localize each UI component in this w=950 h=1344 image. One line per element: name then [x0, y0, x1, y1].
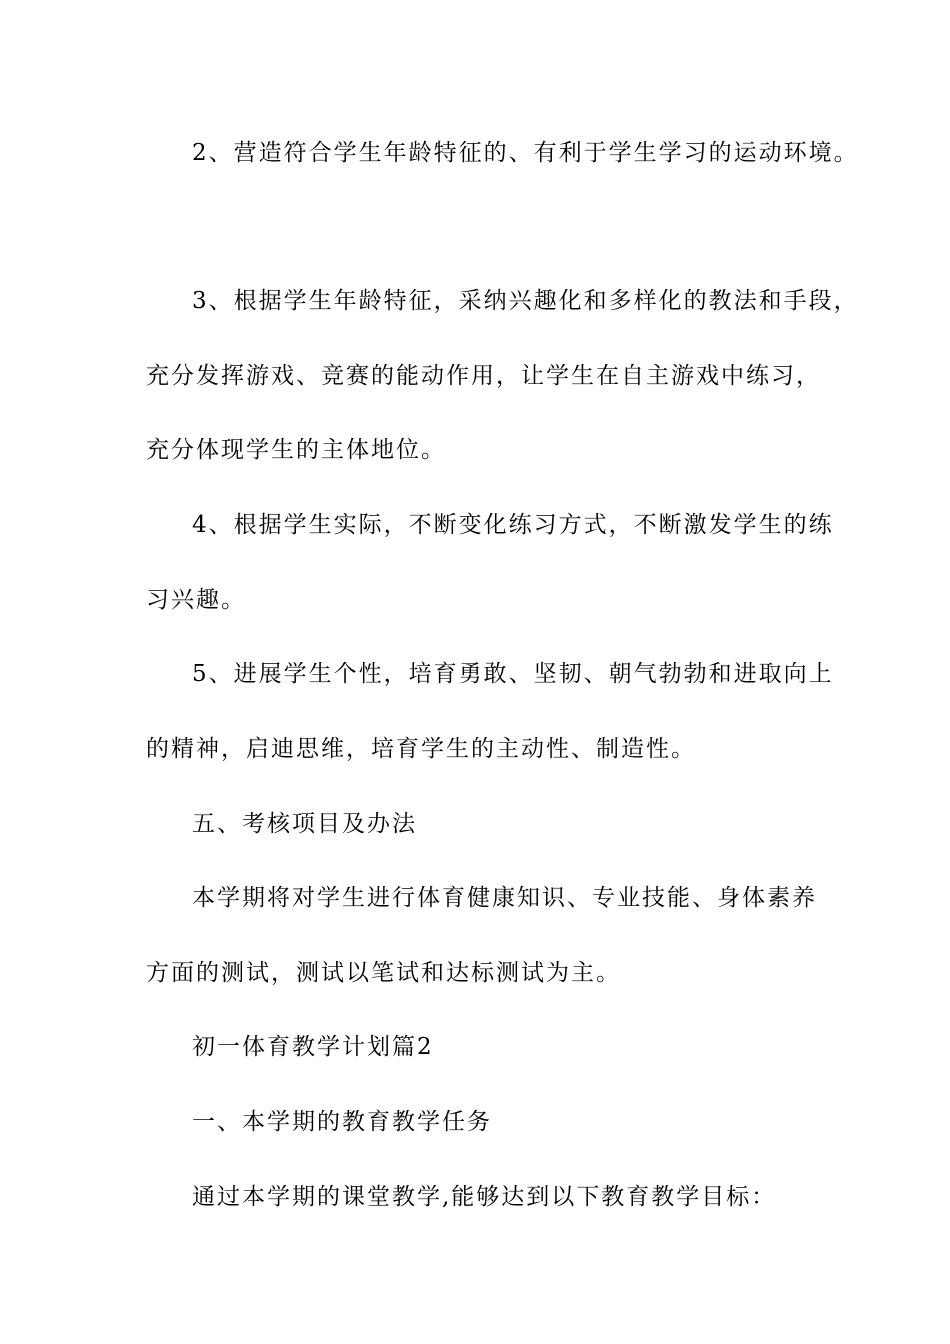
paragraph-line: 4、根据学生实际，不断变化练习方式，不断激发学生的练 [192, 512, 834, 538]
article-title: 初一体育教学计划篇2 [192, 1034, 434, 1060]
paragraph-line: 充分发挥游戏、竞赛的能动作用，让学生在自主游戏中练习， [146, 363, 821, 389]
paragraph-line: 方面的测试，测试以笔试和达标测试为主。 [146, 960, 621, 986]
section-heading: 一、本学期的教育教学任务 [192, 1109, 492, 1135]
section-heading: 五、考核项目及办法 [192, 811, 417, 837]
paragraph-line: 充分体现学生的主体地位。 [146, 437, 446, 463]
paragraph-line: 3、根据学生年龄特征，采纳兴趣化和多样化的教法和手段， [192, 288, 859, 314]
paragraph-line: 习兴趣。 [146, 587, 246, 613]
paragraph-line: 的精神，启迪思维，培育学生的主动性、制造性。 [146, 736, 696, 762]
paragraph-line: 本学期将对学生进行体育健康知识、专业技能、身体素养 [192, 885, 817, 911]
paragraph-line: 2、营造符合学生年龄特征的、有利于学生学习的运动环境。 [192, 140, 859, 166]
paragraph-line: 5、进展学生个性，培育勇敢、坚韧、朝气勃勃和进取向上 [192, 661, 834, 687]
paragraph-line: 通过本学期的课堂教学,能够达到以下教育教学目标： [192, 1184, 777, 1210]
